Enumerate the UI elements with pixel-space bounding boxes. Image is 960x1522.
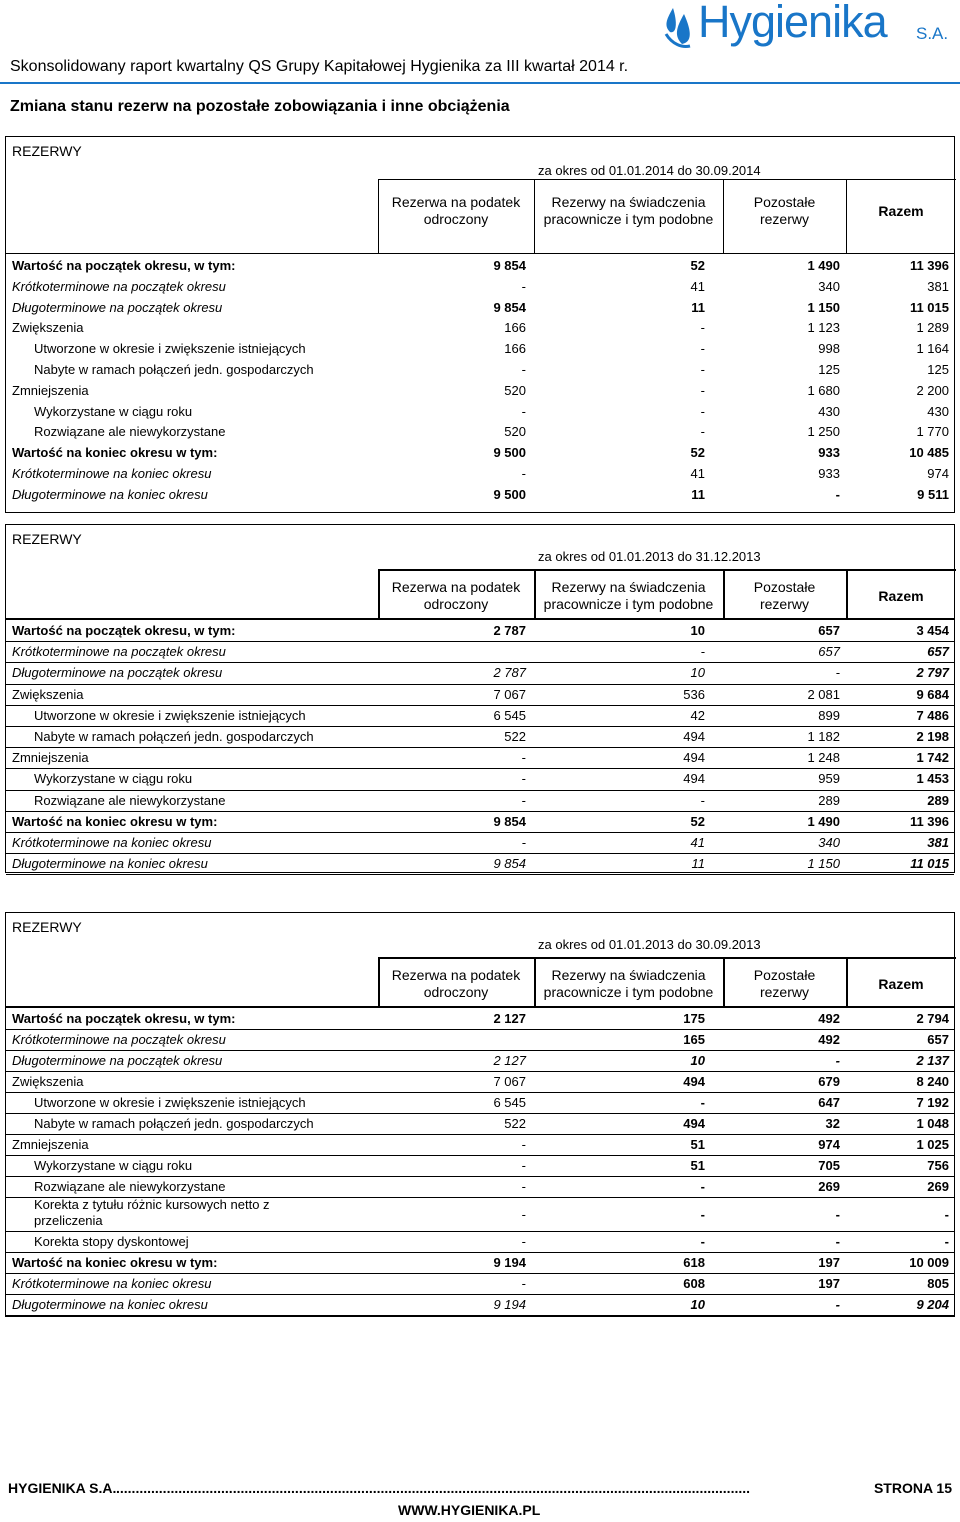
row-label: Krótkoterminowe na początek okresu xyxy=(12,278,226,294)
cell-total: 657 xyxy=(927,644,949,660)
cell-total: 11 396 xyxy=(909,258,949,273)
cell-deferred-tax: - xyxy=(521,403,526,419)
cell-other-reserves: 197 xyxy=(818,1255,840,1270)
table-row xyxy=(6,1252,954,1274)
cell-deferred-tax: - xyxy=(521,1234,526,1249)
header-deferred-tax: Rezerwa na podatek odroczony xyxy=(391,967,521,1000)
cell-other-reserves: 933 xyxy=(818,466,840,481)
table-row xyxy=(6,1029,954,1051)
period-label: za okres od 01.01.2013 do 30.09.2013 xyxy=(538,937,761,952)
cell-total: - xyxy=(944,1207,949,1222)
row-label: Długoterminowe na koniec okresu xyxy=(12,856,208,872)
cell-deferred-tax: 9 194 xyxy=(493,1255,526,1270)
table-row xyxy=(6,790,954,812)
cell-total: 1 048 xyxy=(916,1116,949,1131)
cell-other-reserves: 998 xyxy=(818,341,840,357)
table-row xyxy=(6,853,954,875)
section-title: Zmiana stanu rezerw na pozostałe zobowiązania i inne obciążenia xyxy=(10,98,510,115)
table-row xyxy=(6,1071,954,1093)
table-row xyxy=(6,747,954,769)
header-divider xyxy=(846,957,848,1006)
cell-total: 11 015 xyxy=(910,856,949,872)
table-row xyxy=(6,662,954,684)
row-label: Krótkoterminowe na koniec okresu xyxy=(12,466,212,481)
period-label: za okres od 01.01.2014 do 30.09.2014 xyxy=(538,163,761,178)
footer-page-number: STRONA 15 xyxy=(873,1480,952,1496)
table-row xyxy=(6,380,954,401)
cell-other-reserves: 492 xyxy=(818,1032,840,1047)
cell-other-reserves: 125 xyxy=(818,362,840,377)
table-row xyxy=(6,726,954,748)
header-other-reserves: Pozostałe rezerwy xyxy=(753,967,816,1000)
cell-other-reserves: 647 xyxy=(818,1095,840,1110)
row-label: Wartość na początek okresu, w tym: xyxy=(12,1011,236,1026)
cell-employee-benefits: 10 xyxy=(690,665,705,681)
table-row xyxy=(6,338,954,359)
table-row xyxy=(6,641,954,663)
table-row xyxy=(6,768,954,790)
cell-deferred-tax: - xyxy=(521,278,526,294)
cell-total: 7 192 xyxy=(916,1095,949,1110)
row-label: Wartość na koniec okresu w tym: xyxy=(12,813,218,829)
table-label: REZERWY xyxy=(12,919,82,935)
reserves-table-2013-q3 xyxy=(5,912,955,1317)
row-label: Wykorzystane w ciągu roku xyxy=(34,403,193,419)
cell-employee-benefits: - xyxy=(700,362,705,377)
cell-employee-benefits: 11 xyxy=(691,299,705,315)
cell-other-reserves: - xyxy=(835,486,840,502)
header-total: Razem xyxy=(878,202,924,219)
cell-deferred-tax: 2 787 xyxy=(493,623,526,638)
cell-total: 10 485 xyxy=(909,445,949,461)
cell-deferred-tax: 6 545 xyxy=(493,707,526,723)
table-row xyxy=(6,1113,954,1135)
header-divider xyxy=(534,957,536,1006)
row-label: Utworzone w okresie i zwiększenie istniejących xyxy=(34,707,306,723)
table-row xyxy=(6,811,954,833)
cell-employee-benefits: 52 xyxy=(690,258,705,273)
table-row xyxy=(6,705,954,727)
cell-employee-benefits: 11 xyxy=(691,856,705,872)
cell-employee-benefits: 51 xyxy=(690,1158,705,1173)
cell-total: 7 486 xyxy=(916,707,949,723)
row-label: Nabyte w ramach połączeń jedn. gospodarczych xyxy=(34,1116,314,1131)
cell-other-reserves: 1 248 xyxy=(807,750,840,766)
table-row xyxy=(6,484,954,505)
cell-other-reserves: - xyxy=(835,1234,840,1249)
cell-other-reserves: 32 xyxy=(825,1116,840,1131)
cell-deferred-tax: 7 067 xyxy=(493,686,526,702)
cell-deferred-tax: 9 854 xyxy=(493,258,526,273)
cell-total: 8 240 xyxy=(916,1074,949,1089)
cell-deferred-tax: 9 500 xyxy=(493,445,526,461)
table-row xyxy=(6,463,954,484)
table-row xyxy=(6,1134,954,1156)
header-divider xyxy=(534,179,535,253)
header-other-reserves: Pozostałe rezerwy xyxy=(753,194,816,227)
cell-employee-benefits: 10 xyxy=(690,1053,705,1068)
cell-deferred-tax: - xyxy=(521,750,526,766)
table-row xyxy=(6,401,954,422)
cell-total: 756 xyxy=(927,1158,949,1173)
cell-total: 9 511 xyxy=(917,486,949,502)
cell-employee-benefits: 41 xyxy=(690,835,705,850)
report-title: Skonsolidowany raport kwartalny QS Grupy Kapitałowej Hygienika za III kwartał 2014 r. xyxy=(10,58,629,75)
row-label: Wykorzystane w ciągu roku xyxy=(34,771,193,787)
cell-deferred-tax: 2 127 xyxy=(493,1011,526,1026)
row-label: Korekta z tytułu różnic kursowych netto z przeliczenia xyxy=(34,1197,270,1228)
cell-total: 2 198 xyxy=(916,729,949,744)
cell-other-reserves: 959 xyxy=(818,771,840,787)
company-logo xyxy=(664,2,954,52)
cell-total: 289 xyxy=(927,792,949,808)
cell-deferred-tax: 166 xyxy=(504,341,526,357)
row-label: Krótkoterminowe na koniec okresu xyxy=(12,1276,212,1291)
cell-total: 805 xyxy=(927,1276,949,1291)
table-row xyxy=(6,1273,954,1295)
cell-deferred-tax: 2 127 xyxy=(493,1053,526,1068)
cell-total: 2 794 xyxy=(916,1011,949,1026)
cell-other-reserves: 1 182 xyxy=(807,729,840,744)
cell-employee-benefits: - xyxy=(700,341,705,357)
row-label: Zmniejszenia xyxy=(12,1137,89,1152)
cell-employee-benefits: - xyxy=(700,644,705,660)
cell-employee-benefits: 165 xyxy=(683,1032,705,1047)
logo-wordmark: Hygienika xyxy=(698,0,887,47)
cell-deferred-tax: 522 xyxy=(504,729,526,744)
cell-employee-benefits: 10 xyxy=(690,1297,705,1312)
header-employee-benefits: Rezerwy na świadczenia pracownicze i tym podobne xyxy=(543,194,714,227)
cell-employee-benefits: 41 xyxy=(690,466,705,481)
row-label: Zwiększenia xyxy=(12,1074,84,1089)
row-label: Nabyte w ramach połączeń jedn. gospodarczych xyxy=(34,729,314,744)
row-label: Długoterminowe na początek okresu xyxy=(12,1053,223,1068)
cell-employee-benefits: - xyxy=(700,1179,705,1194)
cell-deferred-tax: - xyxy=(521,835,526,850)
header-divider xyxy=(378,569,380,618)
period-label: za okres od 01.01.2013 do 31.12.2013 xyxy=(538,549,761,564)
cell-total: 381 xyxy=(927,278,949,294)
footer-company: HYGIENIKA S.A. xyxy=(8,1480,117,1496)
cell-other-reserves: 289 xyxy=(818,792,840,808)
table-row xyxy=(6,1092,954,1114)
cell-deferred-tax: 9 854 xyxy=(493,813,526,829)
cell-employee-benefits: 494 xyxy=(683,1116,705,1131)
row-label: Rozwiązane ale niewykorzystane xyxy=(34,792,226,808)
table-row xyxy=(6,421,954,442)
header-top-rule xyxy=(378,569,956,571)
cell-deferred-tax: - xyxy=(521,1158,526,1173)
table-row xyxy=(6,276,954,297)
cell-employee-benefits: 494 xyxy=(683,750,705,766)
row-label: Wartość na początek okresu, w tym: xyxy=(12,258,236,273)
row-label: Wykorzystane w ciągu roku xyxy=(34,1158,193,1173)
table-row xyxy=(6,1050,954,1072)
cell-total: 1 025 xyxy=(916,1137,949,1152)
cell-deferred-tax: 9 854 xyxy=(493,299,526,315)
header-divider xyxy=(723,179,724,253)
cell-deferred-tax: - xyxy=(521,1276,526,1291)
cell-total: 2 200 xyxy=(916,382,949,398)
cell-employee-benefits: 494 xyxy=(683,729,705,744)
cell-employee-benefits: - xyxy=(700,424,705,440)
row-label: Korekta stopy dyskontowej xyxy=(34,1234,189,1249)
table-row xyxy=(6,359,954,380)
table-label: REZERWY xyxy=(12,531,82,547)
reserves-table-2014-q3 xyxy=(5,136,955,513)
table-row xyxy=(6,1294,954,1316)
table-label: REZERWY xyxy=(12,143,82,159)
cell-total: 9 204 xyxy=(916,1297,949,1312)
table-row xyxy=(6,832,954,854)
table-row xyxy=(6,1155,954,1177)
cell-employee-benefits: 41 xyxy=(690,278,705,294)
cell-employee-benefits: - xyxy=(700,1234,705,1249)
cell-total: 1 164 xyxy=(916,341,949,357)
cell-employee-benefits: 52 xyxy=(690,813,705,829)
table-row xyxy=(6,255,954,276)
cell-total: 3 454 xyxy=(916,623,949,638)
cell-other-reserves: 430 xyxy=(818,403,840,419)
cell-deferred-tax: 2 787 xyxy=(493,665,526,681)
cell-employee-benefits: 536 xyxy=(683,686,705,702)
cell-deferred-tax: - xyxy=(521,362,526,377)
header-divider xyxy=(534,569,536,618)
header-other-reserves: Pozostałe rezerwy xyxy=(753,579,816,612)
cell-other-reserves: 679 xyxy=(818,1074,840,1089)
cell-employee-benefits: 42 xyxy=(690,707,705,723)
cell-deferred-tax: 520 xyxy=(504,424,526,440)
cell-other-reserves: 1 123 xyxy=(807,320,840,336)
cell-other-reserves: 1 490 xyxy=(807,258,840,273)
cell-employee-benefits: - xyxy=(700,792,705,808)
row-label: Zwiększenia xyxy=(12,320,84,336)
cell-total: 11 015 xyxy=(909,299,949,315)
cell-employee-benefits: 10 xyxy=(690,623,705,638)
cell-employee-benefits: - xyxy=(700,382,705,398)
header-top-rule xyxy=(378,179,956,180)
table-row xyxy=(6,684,954,706)
cell-other-reserves: 974 xyxy=(818,1137,840,1152)
water-drop-logo-icon xyxy=(664,4,698,50)
cell-total: 1 770 xyxy=(916,424,949,440)
cell-employee-benefits: 51 xyxy=(690,1137,705,1152)
header-divider xyxy=(378,957,380,1006)
cell-employee-benefits: - xyxy=(700,403,705,419)
reserves-table-2013-full xyxy=(5,524,955,873)
row-label: Długoterminowe na koniec okresu xyxy=(12,1297,208,1312)
row-label: Utworzone w okresie i zwiększenie istniejących xyxy=(34,341,306,357)
header-total: Razem xyxy=(878,975,924,992)
table-row xyxy=(6,297,954,318)
cell-other-reserves: 340 xyxy=(818,835,840,850)
cell-employee-benefits: 608 xyxy=(683,1276,705,1291)
header-employee-benefits: Rezerwy na świadczenia pracownicze i tym podobne xyxy=(543,967,714,1000)
row-label: Wartość na początek okresu, w tym: xyxy=(12,623,236,638)
table-row xyxy=(6,620,954,642)
logo-suffix: S.A. xyxy=(916,24,949,43)
cell-total: 9 684 xyxy=(916,686,949,702)
cell-deferred-tax: 166 xyxy=(504,320,526,336)
cell-employee-benefits: 52 xyxy=(690,445,705,461)
header-total: Razem xyxy=(878,587,924,604)
table-row xyxy=(6,1176,954,1198)
header-divider xyxy=(723,957,725,1006)
footer-website: WWW.HYGIENIKA.PL xyxy=(398,1502,541,1518)
row-label: Nabyte w ramach połączeń jedn. gospodarczych xyxy=(34,362,314,377)
cell-other-reserves: 1 150 xyxy=(807,856,840,872)
cell-total: 1 453 xyxy=(916,771,949,787)
cell-other-reserves: 1 250 xyxy=(807,424,840,440)
cell-other-reserves: 1 680 xyxy=(807,382,840,398)
header-divider xyxy=(0,82,960,84)
cell-other-reserves: - xyxy=(835,665,840,681)
row-label: Wartość na koniec okresu w tym: xyxy=(12,445,218,461)
row-label: Rozwiązane ale niewykorzystane xyxy=(34,424,226,440)
cell-other-reserves: 197 xyxy=(818,1276,840,1291)
cell-other-reserves: - xyxy=(835,1207,840,1222)
cell-employee-benefits: - xyxy=(700,1095,705,1110)
row-label: Krótkoterminowe na początek okresu xyxy=(12,644,226,660)
cell-other-reserves: 2 081 xyxy=(807,686,840,702)
cell-total: 269 xyxy=(927,1179,949,1194)
cell-total: 125 xyxy=(927,362,949,377)
row-label: Długoterminowe na początek okresu xyxy=(12,665,223,681)
row-label: Zmniejszenia xyxy=(12,382,89,398)
table-row xyxy=(6,1231,954,1253)
cell-deferred-tax: - xyxy=(521,1179,526,1194)
header-deferred-tax: Rezerwa na podatek odroczony xyxy=(391,194,521,227)
cell-other-reserves: 1 150 xyxy=(807,299,840,315)
row-label: Wartość na koniec okresu w tym: xyxy=(12,1255,218,1270)
cell-total: 11 396 xyxy=(909,813,949,829)
cell-deferred-tax: 9 500 xyxy=(493,486,526,502)
cell-other-reserves: 933 xyxy=(818,445,840,461)
cell-deferred-tax: 9 194 xyxy=(493,1297,526,1312)
header-deferred-tax: Rezerwa na podatek odroczony xyxy=(391,579,521,612)
footer-leader-dots: ................................................................................................................................................................... xyxy=(116,1480,751,1496)
header-divider xyxy=(378,179,379,253)
cell-total: - xyxy=(944,1234,949,1249)
cell-other-reserves: 340 xyxy=(818,278,840,294)
table-row xyxy=(6,442,954,463)
header-divider xyxy=(846,569,848,618)
cell-deferred-tax: 6 545 xyxy=(493,1095,526,1110)
row-label: Rozwiązane ale niewykorzystane xyxy=(34,1179,226,1194)
header-divider xyxy=(723,569,725,618)
cell-deferred-tax: 520 xyxy=(504,382,526,398)
row-label: Zmniejszenia xyxy=(12,750,89,766)
row-label: Zwiększenia xyxy=(12,686,84,702)
cell-other-reserves: 1 490 xyxy=(807,813,840,829)
row-label: Długoterminowe na początek okresu xyxy=(12,299,223,315)
cell-total: 381 xyxy=(927,835,949,850)
table-row xyxy=(6,1008,954,1030)
row-label: Krótkoterminowe na początek okresu xyxy=(12,1032,226,1047)
header-employee-benefits: Rezerwy na świadczenia pracownicze i tym podobne xyxy=(543,579,714,612)
cell-total: 657 xyxy=(927,1032,949,1047)
cell-total: 2 137 xyxy=(916,1053,949,1068)
row-label: Długoterminowe na koniec okresu xyxy=(12,486,208,502)
cell-other-reserves: - xyxy=(835,1053,840,1068)
cell-employee-benefits: - xyxy=(700,320,705,336)
header-divider xyxy=(846,179,847,253)
cell-other-reserves: 657 xyxy=(818,644,840,660)
cell-total: 430 xyxy=(927,403,949,419)
cell-other-reserves: 492 xyxy=(818,1011,840,1026)
cell-total: 974 xyxy=(927,466,949,481)
cell-total: 1 742 xyxy=(916,750,949,766)
cell-other-reserves: 899 xyxy=(818,707,840,723)
cell-employee-benefits: 175 xyxy=(683,1011,705,1026)
row-label: Utworzone w okresie i zwiększenie istniejących xyxy=(34,1095,306,1110)
cell-deferred-tax: - xyxy=(521,466,526,481)
cell-employee-benefits: 494 xyxy=(683,771,705,787)
cell-employee-benefits: 11 xyxy=(691,486,705,502)
row-label: Krótkoterminowe na koniec okresu xyxy=(12,835,212,850)
cell-employee-benefits: 494 xyxy=(683,1074,705,1089)
cell-deferred-tax: - xyxy=(521,771,526,787)
cell-employee-benefits: - xyxy=(700,1207,705,1222)
cell-employee-benefits: 618 xyxy=(683,1255,705,1270)
header-bottom-rule xyxy=(6,253,954,254)
cell-other-reserves: 657 xyxy=(818,623,840,638)
table-row xyxy=(6,1197,954,1232)
cell-deferred-tax: - xyxy=(521,1207,526,1222)
header-top-rule xyxy=(378,957,956,959)
cell-deferred-tax: 9 854 xyxy=(493,856,526,872)
cell-deferred-tax: - xyxy=(521,1137,526,1152)
cell-other-reserves: 269 xyxy=(818,1179,840,1194)
cell-deferred-tax: 7 067 xyxy=(493,1074,526,1089)
cell-other-reserves: 705 xyxy=(818,1158,840,1173)
cell-total: 10 009 xyxy=(909,1255,949,1270)
cell-total: 2 797 xyxy=(916,665,949,681)
cell-deferred-tax: 522 xyxy=(504,1116,526,1131)
cell-other-reserves: - xyxy=(835,1297,840,1312)
cell-deferred-tax: - xyxy=(521,792,526,808)
table-row xyxy=(6,317,954,338)
cell-total: 1 289 xyxy=(916,320,949,336)
page-header xyxy=(0,0,960,84)
